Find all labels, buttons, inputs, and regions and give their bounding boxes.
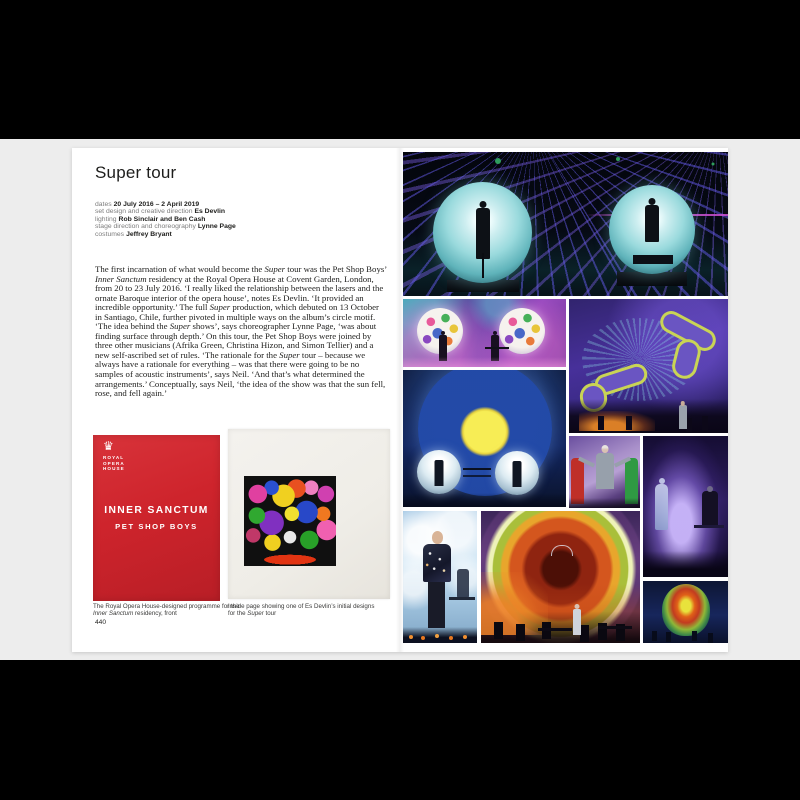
credit-value: Es Devlin (194, 208, 226, 216)
page-title: Super tour (95, 163, 177, 182)
band-silhouettes (598, 416, 604, 430)
keyboard (463, 468, 491, 470)
sparkly-jacket (423, 544, 451, 582)
keyboard (485, 347, 509, 349)
roh-crest-icon: ♛ (103, 439, 114, 453)
instruments (598, 626, 632, 629)
credit-label: dates (95, 201, 112, 208)
glowing-face (662, 584, 710, 636)
page-number: 440 (95, 619, 107, 626)
caption-programme: The Royal Opera House-designed programme for the Inner Sanctum residency, front (93, 603, 240, 618)
letterbox-bottom (0, 660, 800, 800)
credit-value: Rob Sinclair and Ben Cash (118, 215, 206, 223)
orange-smoke (481, 572, 548, 635)
band-silhouettes (652, 631, 657, 641)
page-fold (396, 148, 404, 652)
sphere-left (433, 182, 532, 283)
credit-label: costumes (95, 230, 125, 238)
mannequin-figure (655, 484, 668, 530)
performer-silhouette (476, 208, 490, 259)
credit-label: lighting (95, 215, 117, 223)
credit-row (95, 216, 236, 223)
keyboard (449, 597, 475, 600)
band-silhouettes (494, 622, 503, 639)
body-paragraph: The first incarnation of what would become the Super tour was the Pet Shop Boys’ Inner Sanctum residency at the Royal Opera House at Covent Garden, London, from 20 to 23 July 2016. ‘I really liked the relationship between the lasers and the ornate Baroque interior of the opera house’, notes Es Devlin. ‘It provided an incredible opportunity.’ The full Super production, which debuted on 13 October in Santiago, Chile, further pivoted in multiple ways on the album’s circle motif. ‘The idea behind the Super shows’, says choreographer Lynne Page, ‘was about finding surface through depth.’ On this tour, the Pet Shop Boys were joined by three other musicians (Afrika Green, Christina Hizon, and Simon Tellier) and a new self-ascribed set of rules. ‘The rationale for the Super tour – because we always have a rationale for everything – was that there were going to be no samples of acoustic instruments’, says Neil. ‘And that’s what determined the arrangements.’ Conceptually, says Neil, ‘the idea of the show was that the sun fell, rose, and fell again.’ (95, 264, 387, 399)
photo-giant-circle-stage (481, 511, 640, 643)
photo-cactus-projection-stage (569, 299, 728, 433)
pod-right (495, 451, 539, 495)
performer-silhouette (645, 205, 659, 242)
singer-in-suit (573, 609, 581, 635)
programme-subtitle: PET SHOP BOYS (115, 522, 198, 531)
singer-in-suit (679, 405, 687, 429)
photo-duo-in-spheres (403, 152, 728, 296)
pod-left (417, 450, 461, 494)
photo-sun-circle-stage (403, 370, 566, 507)
keyboard-player (702, 491, 718, 525)
photo-red-green-performers (569, 436, 640, 508)
letterbox-top (0, 0, 800, 139)
orange-stage-lights (409, 635, 413, 639)
singer-arms-out (596, 453, 614, 489)
design-page-photo (228, 429, 390, 599)
caption-design: Inside page showing one of Es Devlin’s initial designs for the Super tour (228, 603, 375, 618)
photo-face-projection (643, 581, 728, 643)
book-spread (72, 148, 728, 652)
green-lights (495, 158, 501, 164)
credit-row (95, 208, 236, 215)
credits-list (95, 201, 236, 238)
credit-row (95, 201, 236, 208)
keyboard-player (457, 569, 469, 599)
credit-value: Lynne Page (197, 223, 236, 231)
sphere-right (609, 185, 695, 274)
programme-title: INNER SANCTUM (104, 505, 209, 516)
programme-org-name: ROYAL OPERA HOUSE (103, 455, 125, 472)
credit-row (95, 223, 236, 230)
design-artwork-circles (244, 476, 336, 566)
photo-mannequin-keyboards (643, 436, 728, 577)
credit-row (95, 231, 236, 238)
programme-cover (93, 435, 220, 601)
credit-label: set design and creative direction (95, 208, 193, 216)
photo-singer-white-clouds (403, 511, 477, 643)
credit-label: stage direction and choreography (95, 223, 196, 231)
credit-value: 20 July 2016 – 2 April 2019 (113, 201, 200, 208)
bald-singer-head (432, 531, 443, 544)
keyboard (694, 525, 724, 528)
photo-dotted-spheres-stage (403, 299, 566, 367)
credit-value: Jeffrey Bryant (126, 230, 172, 238)
